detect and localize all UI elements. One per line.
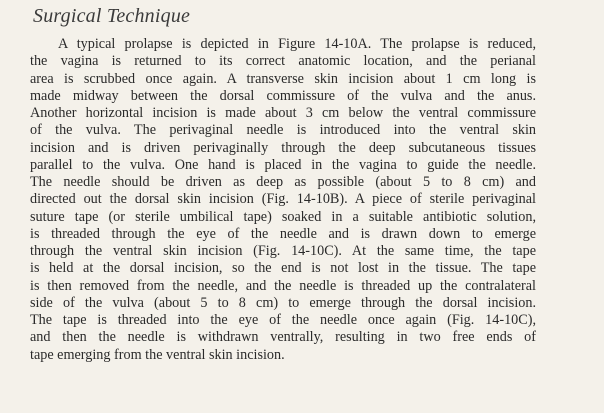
paragraph-line: and then the needle is withdrawn ventrally, resulting in two free ends of <box>30 329 536 346</box>
paragraph-line: is then removed from the needle, and the needle is threaded up the contralateral <box>30 277 536 294</box>
paragraph-line: parallel to the vulva. One hand is placed in the vagina to guide the needle. <box>30 156 536 173</box>
paragraph-line: is threaded through the eye of the needle and is drawn down to emerge <box>30 225 536 242</box>
paragraph-line: The needle should be driven as deep as possible (about 5 to 8 cm) and <box>30 174 536 190</box>
paragraph-line: Another horizontal incision is made about 3 cm below the ventral commissure <box>30 105 536 121</box>
paragraph-line: tape emerging from the ventral skin incision. <box>30 346 285 363</box>
section-heading: Surgical Technique <box>33 5 191 27</box>
paragraph-line: of the vulva. The perivaginal needle is introduced into the ventral skin <box>30 122 536 139</box>
paragraph-line: suture tape (or sterile umbilical tape) soaked in a suitable antibiotic solution, <box>30 208 536 225</box>
paragraph-line: made midway between the dorsal commissure of the vulva and the anus. <box>30 87 536 104</box>
paragraph-line: is held at the dorsal incision, so the end is not lost in the tissue. The tape <box>30 260 536 277</box>
paragraph-line: the vagina is returned to its correct anatomic location, and the perianal <box>30 53 536 70</box>
paragraph-line: through the ventral skin incision (Fig. 14-10C). At the same time, the tape <box>30 243 536 259</box>
section-body <box>30 36 536 364</box>
paragraph-line: side of the vulva (about 5 to 8 cm) to emerge through the dorsal incision. <box>30 294 536 311</box>
paragraph-line: A typical prolapse is depicted in Figure 14-10A. The prolapse is reduced, <box>58 36 536 52</box>
paragraph-line: area is scrubbed once again. A transverse skin incision about 1 cm long is <box>30 70 536 87</box>
paragraph-line: directed out the dorsal skin incision (Fig. 14-10B). A piece of sterile perivaginal <box>30 191 536 208</box>
paragraph-line: The tape is threaded into the eye of the needle once again (Fig. 14-10C), <box>30 312 536 328</box>
paragraph-line: incision and is driven perivaginally through the deep subcutaneous tissues <box>30 139 536 156</box>
